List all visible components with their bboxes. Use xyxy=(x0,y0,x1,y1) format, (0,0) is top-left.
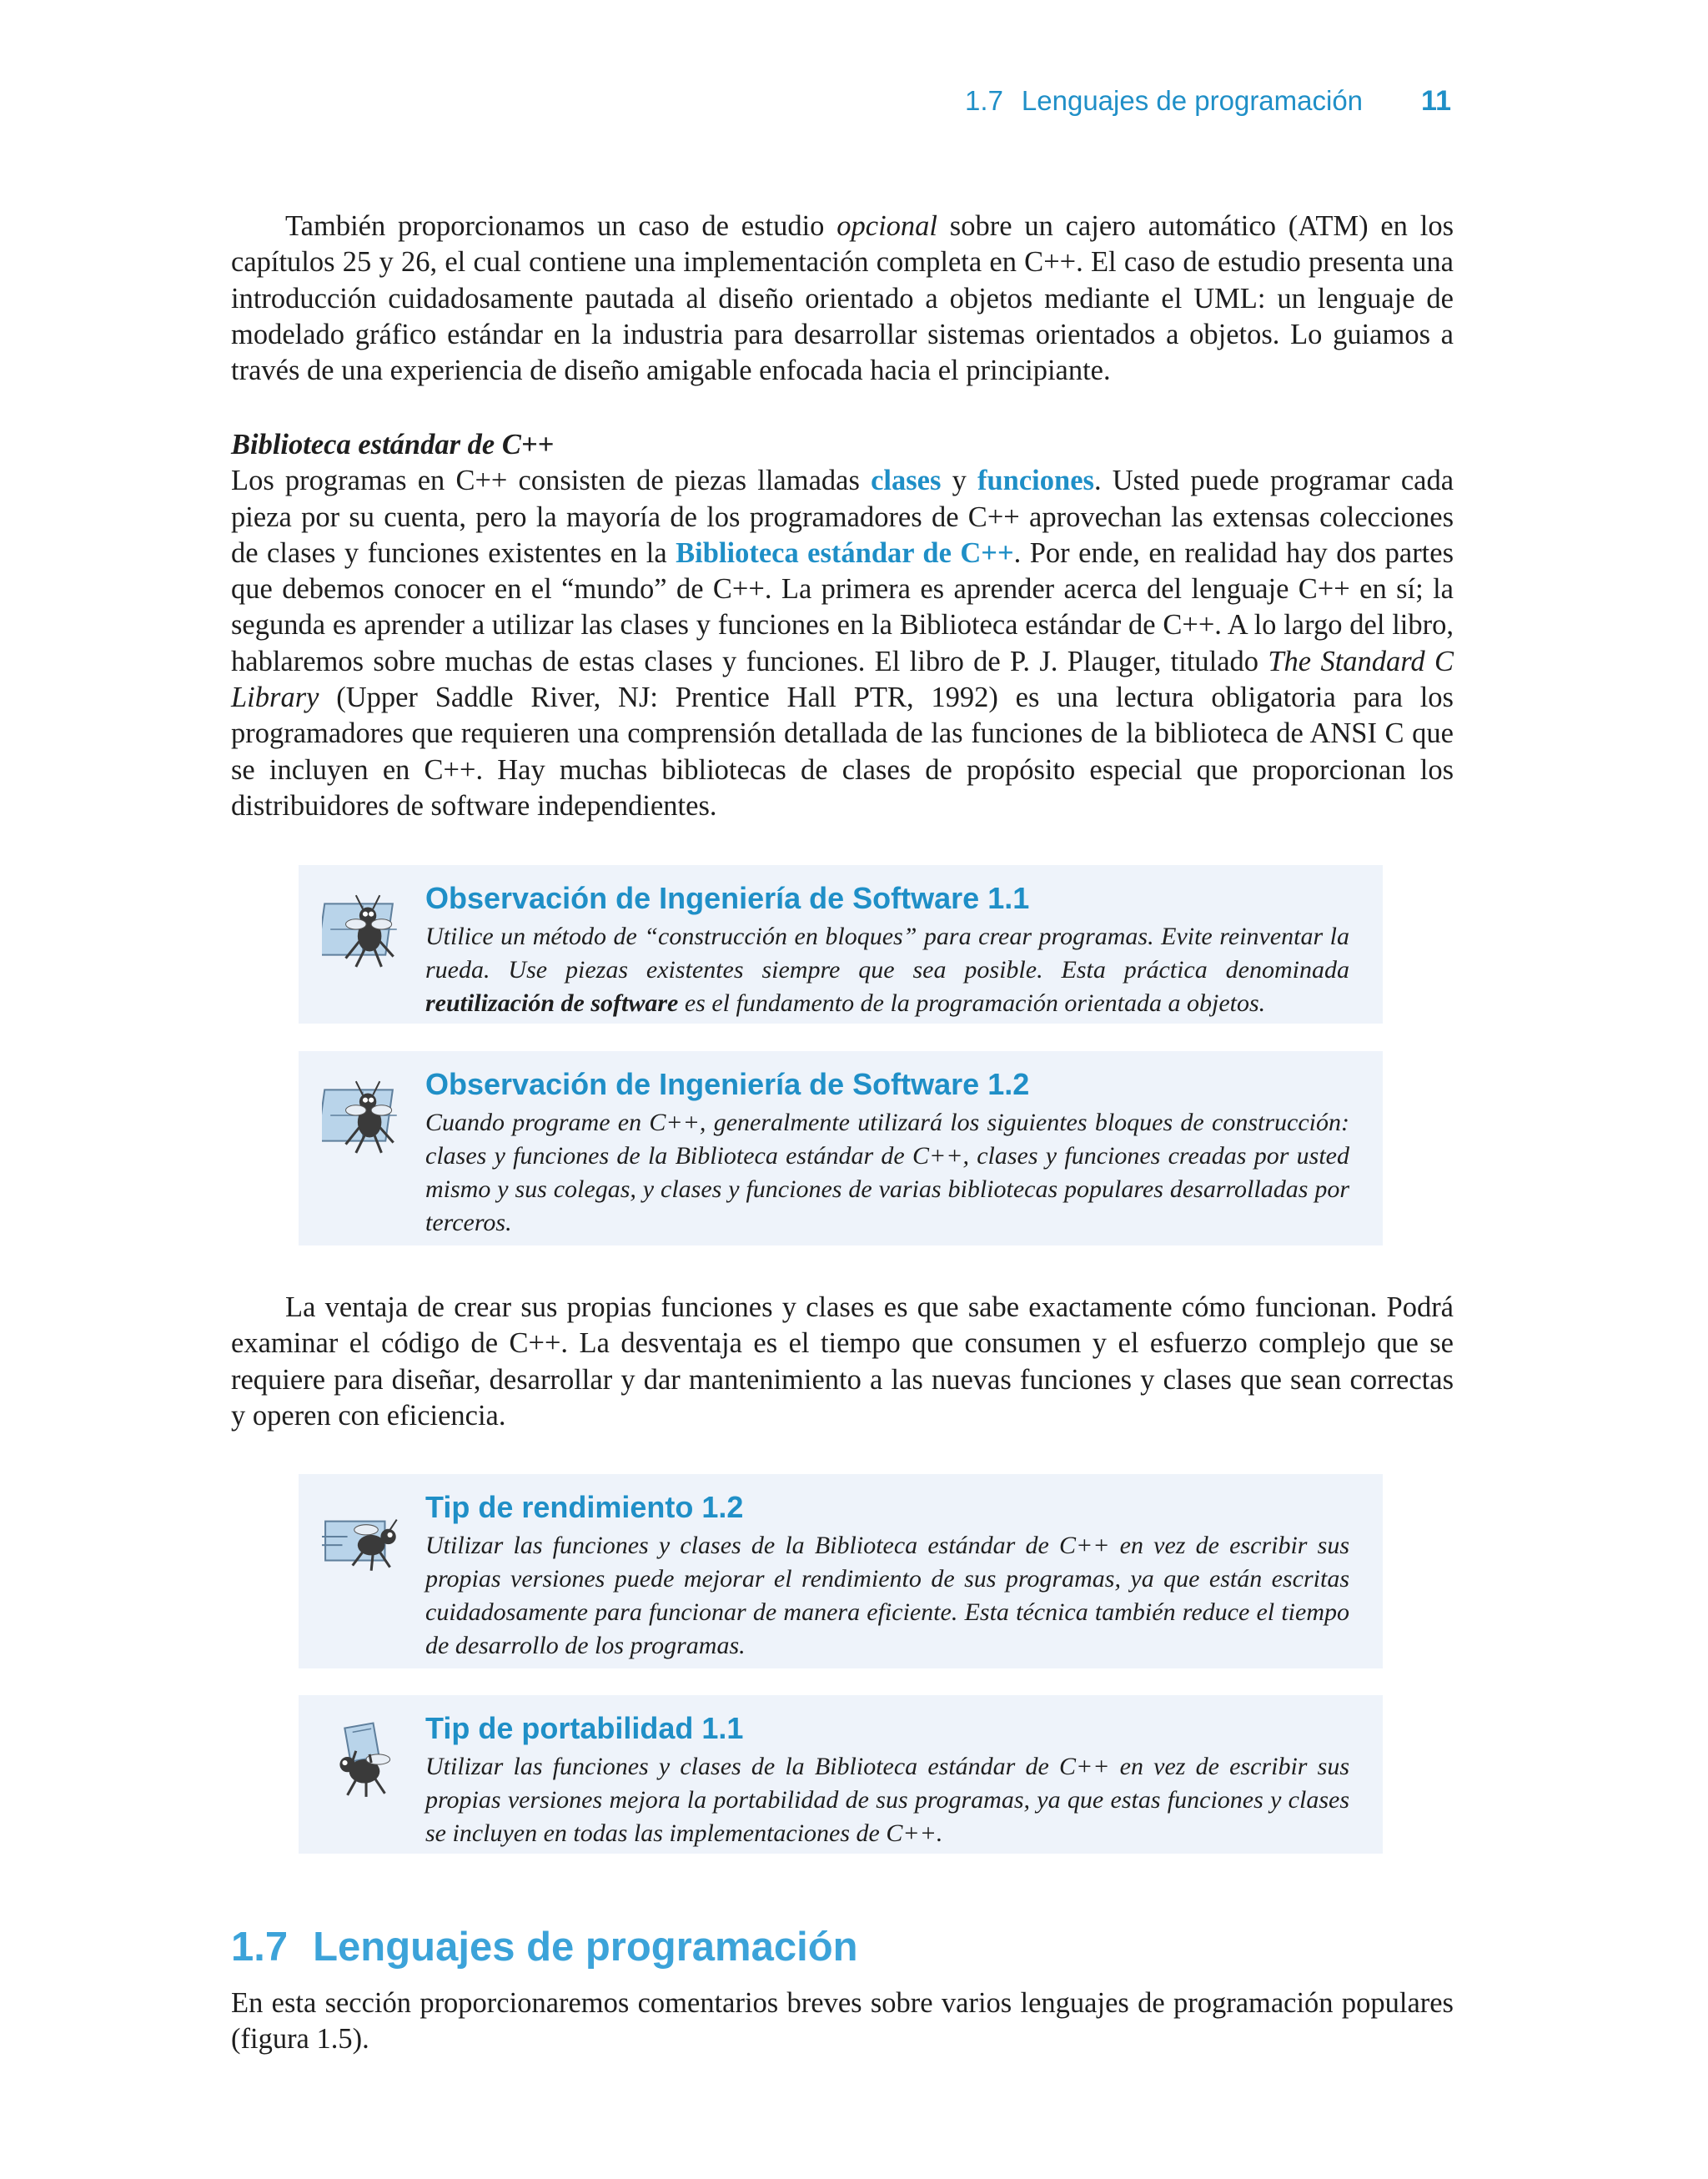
tip-box-software-engineering-1-2 xyxy=(299,1051,1383,1246)
paragraph-text: sobre un cajero automático (ATM) en los capítulos 25 y 26, el cual contiene una implementación completa en C++. El caso de estudio presenta una introducción cuidadosamente pautada al diseño orientado a objetos mediante el UML: un lenguaje de modelado gráfico estándar en la industria para desarrollar sistemas orientados a objetos. Lo guiamos a través de una experiencia de diseño amigable enfocada hacia el principiante. xyxy=(231,210,1454,387)
paragraph-standard-library xyxy=(231,463,1454,824)
section-heading xyxy=(231,1922,1454,1972)
intro-paragraph-block xyxy=(231,209,1454,389)
subsection-block xyxy=(231,427,1454,824)
tip-box-software-engineering-1-1 xyxy=(299,865,1383,1024)
paragraph-text: . Usted puede programar cada pieza por su cuenta, pero la mayoría de los programadores de C++ aprovechan las extensas colecciones de clases y funciones existentes en la xyxy=(231,465,1454,569)
tip-box-performance-1-2 xyxy=(299,1474,1383,1668)
tip-text-part: Utilice un método de “construcción en bloques” para crear programas. Evite reinventar la rueda. Use piezas existentes siempre que sea posible. Esta práctica denominada xyxy=(425,923,1349,984)
bug-running-icon xyxy=(322,1496,407,1581)
section-intro-block xyxy=(231,1985,1454,2058)
paragraph-text: Los programas en C++ consisten de piezas llamadas xyxy=(231,465,872,497)
key-term: clases xyxy=(871,465,942,497)
tip-text-part: es el fundamento de la programación orientada a objetos. xyxy=(678,989,1266,1017)
paragraph-text: y xyxy=(941,465,977,497)
paragraph-advantages: La ventaja de crear sus propias funciones y clases es que sabe exactamente cómo funcionan. Podrá examinar el código de C++. La desventaja es el tiempo que consumen y el esfuerzo complejo que se requiere para diseñar, desarrollar y dar mantenimiento a las nuevas funciones y clases que sean correctas y operen con eficiencia. xyxy=(231,1291,1454,1432)
running-head xyxy=(917,80,1451,122)
page-number: 11 xyxy=(1421,84,1451,117)
section-title: Lenguajes de programación xyxy=(313,1925,858,1970)
bug-carrying-icon xyxy=(322,1717,407,1802)
book-title: The Standard C Library xyxy=(231,645,1454,714)
tip-title: Observación de Ingeniería de Software 1.1 xyxy=(425,881,1030,915)
tip-box-portability-1-1 xyxy=(299,1695,1383,1854)
tip-key-term: reutilización de software xyxy=(425,989,679,1017)
key-term: funciones xyxy=(977,465,1094,497)
running-head-section-number: 1.7 xyxy=(965,85,1003,116)
key-term: Biblioteca estándar de C++ xyxy=(676,536,1014,569)
paragraph-text: . Por ende, en realidad hay dos partes que debemos conocer en el “mundo” de C++. La primera es aprender acerca del lenguaje C++ en sí; la segunda es aprender a utilizar las clases y funciones en la Biblioteca estándar de C++. A lo largo del libro, hablaremos sobre muchas de estas clases y funciones. El libro de P. J. Plauger, titulado xyxy=(231,536,1454,677)
tip-title: Tip de portabilidad 1.1 xyxy=(425,1711,744,1745)
tip-text: Cuando programe en C++, generalmente utilizará los siguientes bloques de construcción: clases y funciones de la Biblioteca estándar de C++, clases y funciones creadas por usted mismo y sus colegas, y clases y funciones de varias bibliotecas populares desarrolladas por terceros. xyxy=(425,1109,1349,1236)
tip-text: Utilizar las funciones y clases de la Biblioteca estándar de C++ en vez de escribir sus propias versiones mejora la portabilidad de sus programas, ya que estas funciones y clases se incluyen en todas las implementaciones de C++. xyxy=(425,1753,1349,1847)
tip-text xyxy=(425,920,1349,1020)
paragraph-case-study xyxy=(231,209,1454,389)
paragraph-text: (Upper Saddle River, NJ: Prentice Hall PTR, 1992) es una lectura obligatoria para los programadores que requieren una comprensión detallada de las funciones de la biblioteca de ANSI C que se incluyen en C++. Hay muchas bibliotecas de clases de propósito especial que proporcionan los distribuidores de software independientes. xyxy=(231,682,1454,822)
advantages-paragraph-block xyxy=(231,1290,1454,1434)
section-number: 1.7 xyxy=(231,1925,289,1970)
tip-title: Observación de Ingeniería de Software 1.2 xyxy=(425,1067,1030,1101)
running-head-title: Lenguajes de programación xyxy=(1021,85,1364,116)
paragraph-section-intro: En esta sección proporcionaremos comentarios breves sobre varios lenguajes de programación populares (figura 1.5). xyxy=(231,1987,1454,2056)
tip-title: Tip de rendimiento 1.2 xyxy=(425,1490,744,1524)
paragraph-text: También proporcionamos un caso de estudio xyxy=(285,210,837,242)
subsection-heading: Biblioteca estándar de C++ xyxy=(231,429,555,460)
bug-drafting-icon xyxy=(322,1073,407,1158)
tip-text: Utilizar las funciones y clases de la Biblioteca estándar de C++ en vez de escribir sus propias versiones puede mejorar el rendimiento de sus programas, ya que están escritas cuidadosamente para funcionar de manera eficiente. Esta técnica también reduce el tiempo de desarrollo de los programas. xyxy=(425,1532,1349,1659)
emphasis-text: opcional xyxy=(836,210,937,242)
bug-drafting-icon xyxy=(322,887,407,972)
